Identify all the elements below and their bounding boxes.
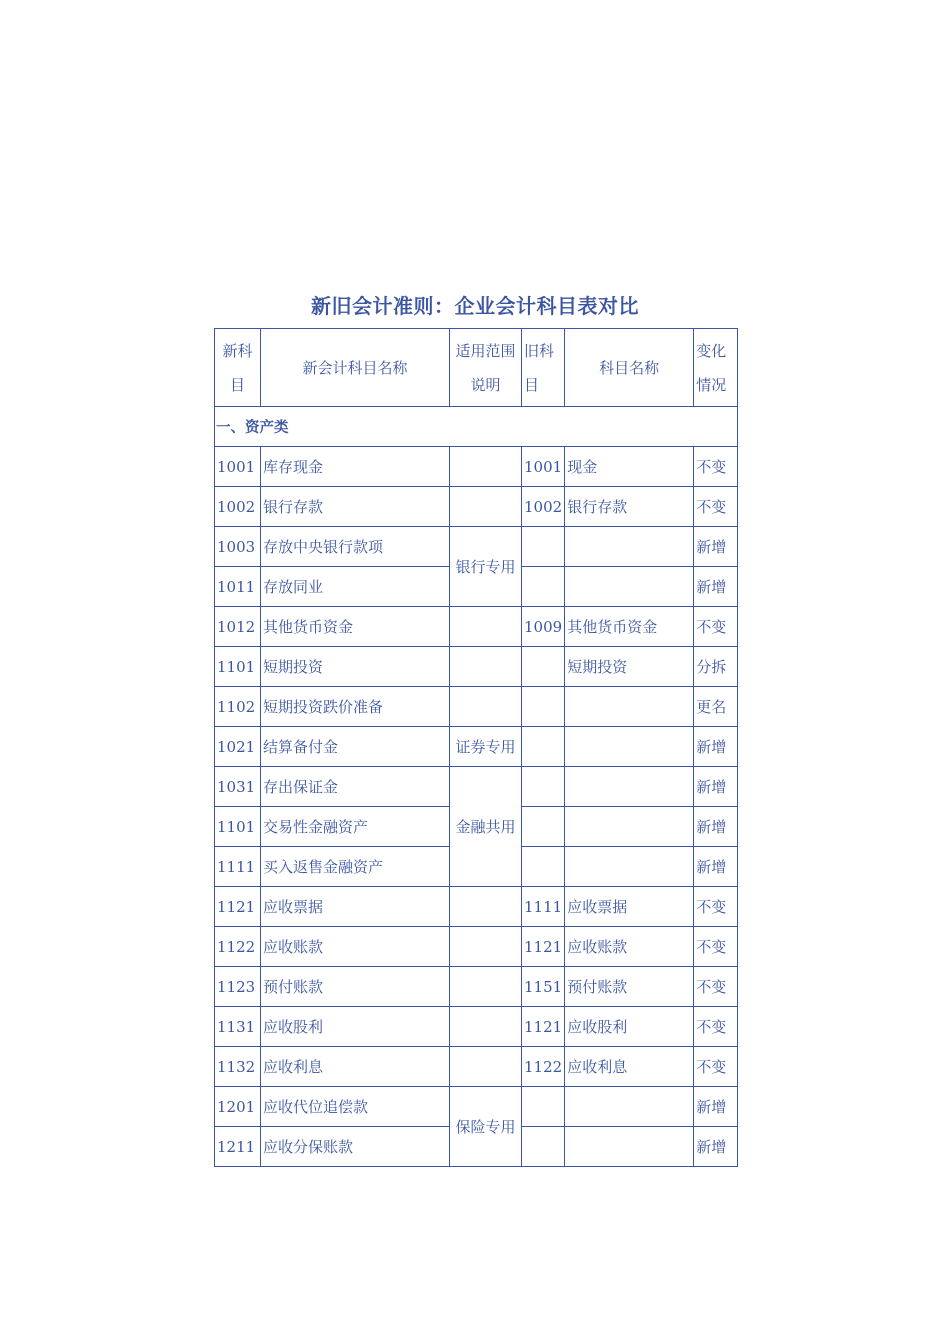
cell-scope: 银行专用 <box>450 527 522 607</box>
cell-new-name: 银行存款 <box>261 487 450 527</box>
cell-new-name: 应收代位追偿款 <box>261 1087 450 1127</box>
cell-new-name: 结算备付金 <box>261 727 450 767</box>
table-row <box>215 527 738 567</box>
cell-scope <box>450 967 522 1007</box>
cell-old-code: 1121 <box>522 927 565 967</box>
cell-old-code <box>522 527 565 567</box>
cell-change: 新增 <box>694 767 738 807</box>
cell-new-code: 1123 <box>215 967 261 1007</box>
cell-change: 不变 <box>694 927 738 967</box>
cell-old-code <box>522 847 565 887</box>
table-row <box>215 927 738 967</box>
cell-change: 不变 <box>694 1047 738 1087</box>
cell-old-name <box>565 847 694 887</box>
header-new-name: 新会计科目名称 <box>261 329 450 407</box>
table-row <box>215 687 738 727</box>
cell-new-code: 1201 <box>215 1087 261 1127</box>
cell-new-code: 1211 <box>215 1127 261 1167</box>
cell-old-name: 银行存款 <box>565 487 694 527</box>
cell-old-name <box>565 567 694 607</box>
header-new-code: 新科目 <box>215 329 261 407</box>
cell-new-code: 1122 <box>215 927 261 967</box>
cell-old-name: 预付账款 <box>565 967 694 1007</box>
header-old-code: 旧科目 <box>522 329 565 407</box>
cell-new-name: 应收账款 <box>261 927 450 967</box>
header-old-name: 科目名称 <box>565 329 694 407</box>
cell-change: 新增 <box>694 527 738 567</box>
cell-new-code: 1002 <box>215 487 261 527</box>
cell-change: 不变 <box>694 487 738 527</box>
cell-old-name: 应收利息 <box>565 1047 694 1087</box>
cell-new-name: 库存现金 <box>261 447 450 487</box>
cell-scope <box>450 487 522 527</box>
cell-new-name: 应收分保账款 <box>261 1127 450 1167</box>
cell-change: 不变 <box>694 887 738 927</box>
cell-old-code: 1111 <box>522 887 565 927</box>
cell-new-code: 1121 <box>215 887 261 927</box>
table-header-row <box>215 329 738 407</box>
section-label: 一、资产类 <box>215 407 738 447</box>
cell-old-code: 1009 <box>522 607 565 647</box>
cell-new-code: 1131 <box>215 1007 261 1047</box>
cell-new-code: 1003 <box>215 527 261 567</box>
cell-new-name: 交易性金融资产 <box>261 807 450 847</box>
cell-change: 不变 <box>694 1007 738 1047</box>
cell-new-code: 1012 <box>215 607 261 647</box>
cell-change: 新增 <box>694 727 738 767</box>
cell-scope <box>450 1007 522 1047</box>
cell-scope <box>450 927 522 967</box>
cell-new-name: 短期投资跌价准备 <box>261 687 450 727</box>
cell-new-name: 短期投资 <box>261 647 450 687</box>
cell-change: 更名 <box>694 687 738 727</box>
cell-new-code: 1101 <box>215 807 261 847</box>
cell-old-code <box>522 687 565 727</box>
cell-new-name: 存放同业 <box>261 567 450 607</box>
cell-scope <box>450 1047 522 1087</box>
cell-new-name: 应收票据 <box>261 887 450 927</box>
cell-old-code: 1151 <box>522 967 565 1007</box>
cell-change: 新增 <box>694 1127 738 1167</box>
cell-new-code: 1132 <box>215 1047 261 1087</box>
cell-old-code <box>522 647 565 687</box>
cell-old-name <box>565 807 694 847</box>
cell-change: 新增 <box>694 807 738 847</box>
cell-new-code: 1111 <box>215 847 261 887</box>
cell-change: 不变 <box>694 447 738 487</box>
cell-change: 新增 <box>694 847 738 887</box>
table-row <box>215 967 738 1007</box>
table-row <box>215 1087 738 1127</box>
cell-old-name: 应收股利 <box>565 1007 694 1047</box>
cell-new-code: 1101 <box>215 647 261 687</box>
cell-old-name: 应收账款 <box>565 927 694 967</box>
cell-change: 新增 <box>694 1087 738 1127</box>
cell-scope: 金融共用 <box>450 767 522 887</box>
cell-old-code: 1121 <box>522 1007 565 1047</box>
cell-old-name <box>565 727 694 767</box>
cell-scope <box>450 647 522 687</box>
cell-new-code: 1021 <box>215 727 261 767</box>
cell-new-name: 预付账款 <box>261 967 450 1007</box>
cell-old-name: 其他货币资金 <box>565 607 694 647</box>
cell-scope <box>450 607 522 647</box>
cell-old-name: 现金 <box>565 447 694 487</box>
cell-old-code <box>522 1127 565 1167</box>
cell-old-name: 应收票据 <box>565 887 694 927</box>
section-row <box>215 407 738 447</box>
cell-old-code <box>522 767 565 807</box>
cell-scope <box>450 687 522 727</box>
cell-change: 新增 <box>694 567 738 607</box>
cell-scope <box>450 447 522 487</box>
cell-old-name <box>565 767 694 807</box>
table-row <box>215 647 738 687</box>
cell-new-name: 买入返售金融资产 <box>261 847 450 887</box>
cell-old-code <box>522 567 565 607</box>
cell-old-code <box>522 727 565 767</box>
cell-new-code: 1102 <box>215 687 261 727</box>
cell-new-name: 存出保证金 <box>261 767 450 807</box>
cell-new-name: 其他货币资金 <box>261 607 450 647</box>
table-row <box>215 767 738 807</box>
cell-scope: 证券专用 <box>450 727 522 767</box>
cell-change: 不变 <box>694 607 738 647</box>
table-row <box>215 887 738 927</box>
table-row <box>215 1007 738 1047</box>
table-row <box>215 727 738 767</box>
table-row <box>215 607 738 647</box>
cell-new-name: 应收股利 <box>261 1007 450 1047</box>
cell-scope <box>450 887 522 927</box>
cell-change: 不变 <box>694 967 738 1007</box>
cell-old-code: 1001 <box>522 447 565 487</box>
cell-change: 分拆 <box>694 647 738 687</box>
header-change: 变化情况 <box>694 329 738 407</box>
account-comparison-table <box>214 328 738 1167</box>
cell-old-name <box>565 527 694 567</box>
table-row <box>215 447 738 487</box>
cell-old-name: 短期投资 <box>565 647 694 687</box>
cell-old-code: 1002 <box>522 487 565 527</box>
header-scope: 适用范围说明 <box>450 329 522 407</box>
cell-old-name <box>565 1087 694 1127</box>
cell-old-name <box>565 1127 694 1167</box>
cell-new-code: 1011 <box>215 567 261 607</box>
cell-new-name: 应收利息 <box>261 1047 450 1087</box>
cell-new-code: 1031 <box>215 767 261 807</box>
cell-old-code <box>522 1087 565 1127</box>
cell-old-name <box>565 687 694 727</box>
cell-old-code: 1122 <box>522 1047 565 1087</box>
page-title: 新旧会计准则：企业会计科目表对比 <box>311 294 639 318</box>
cell-new-code: 1001 <box>215 447 261 487</box>
cell-old-code <box>522 807 565 847</box>
table-row <box>215 487 738 527</box>
table-row <box>215 1047 738 1087</box>
cell-scope: 保险专用 <box>450 1087 522 1167</box>
cell-new-name: 存放中央银行款项 <box>261 527 450 567</box>
